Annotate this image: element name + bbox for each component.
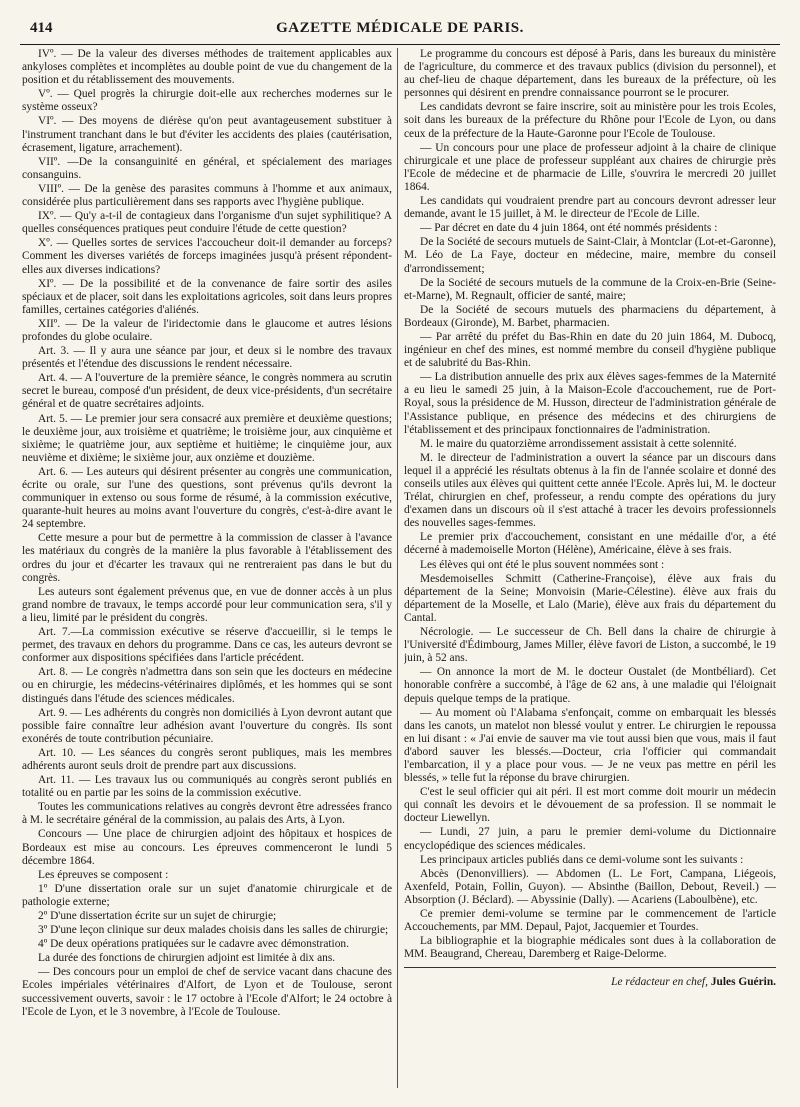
paragraph: Toutes les communications relatives au congrès devront être adressées franco à M. le secrétaire général de la commission, au palais des Arts, à Lyon.	[22, 801, 392, 827]
paragraph: — La distribution annuelle des prix aux élèves sages-femmes de la Maternité a eu lieu le samedi 25 juin, à la Maison-Ecole d'accouchement, rue de Port-Royal, sous la présidence de M. Husson, directeur de l'administration générale de l'Assistance publique, en présence des médecins et des chirurgiens de l'établissement et des principaux fonctionnaires de l'administration.	[404, 371, 776, 436]
paragraph: Abcès (Denonvilliers). — Abdomen (L. Le Fort, Campana, Liégeois, Axenfeld, Potain, Follin, Guyon). — Absinthe (Baillon, Debout, Reveil.) — Absorption (J. Béclard). — Abyssinie (Dally). — Acariens (Laboulbène), etc.	[404, 867, 776, 906]
paragraph: IXº. — Qu'y a-t-il de contagieux dans l'organisme d'un sujet syphilitique? A quelles conséquences pratiques peut conduire l'étude de cette question?	[22, 210, 392, 236]
paragraph: 3º D'une leçon clinique sur deux malades choisis dans les salles de chirurgie;	[38, 924, 389, 937]
paragraph: De la Société de secours mutuels des pharmaciens du département, à Bordeaux (Gironde), M. Barbet, pharmacien.	[404, 303, 776, 329]
paragraph: Nécrologie. — Le successeur de Ch. Bell dans la chaire de chirurgie à l'Université d'Édimbourg, James Miller, élève favori de Liston, a succombé, le 19 juin, à 52 ans.	[404, 626, 776, 665]
paragraph: C'est le seul officier qui ait péri. Il est mort comme doit mourir un médecin qui connaît les devoirs et le dévouement de sa profession. Il se nommait le docteur Liewellyn.	[404, 786, 776, 825]
running-title: GAZETTE MÉDICALE DE PARIS.	[276, 20, 524, 36]
paragraph: VIIIº. — De la genèse des parasites communs à l'homme et aux animaux, considérée plus particulièrement dans ses rapports avec l'hygiène publique.	[22, 182, 392, 209]
paragraph: De la Société de secours mutuels de Saint-Clair, à Montclar (Lot-et-Garonne), M. Léo de La Faye, docteur en médecine, maire, membre du conseil d'arrondissement;	[404, 236, 776, 275]
paragraph: Art. 9. — Les adhérents du congrès non domiciliés à Lyon devront autant que possible faire connaître leur adhésion avant l'ouverture du congrès. Ils sont exonérés de toute contribution pécuniaire.	[22, 706, 392, 745]
paragraph: Art. 3. — Il y aura une séance par jour, et deux si le nombre des travaux présentés et l'étendue des discussions le rendent nécessaire.	[22, 345, 392, 371]
paragraph: Art. 7.—La commission exécutive se réserve d'accueillir, si le temps le permet, des travaux en dehors du programme. Dans ce cas, les auteurs devront se conformer aux dispositions spécifiées dans l'article précédent.	[22, 626, 392, 665]
paragraph: La bibliographie et la biographie médicales sont dues à la collaboration de MM. Beaugrand, Chereau, Daremberg et Raige-Delorme.	[404, 935, 776, 961]
left-column	[22, 48, 392, 1098]
right-column	[404, 48, 776, 1098]
paragraph: Les candidats devront se faire inscrire, soit au ministère pour les trois Ecoles, soit dans les bureaux de la préfecture du Rhône pour l'Ecole de Lyon, ou dans ceux de la préfecture de la Haute-Garonne pour l'Ecole de Toulouse.	[404, 101, 776, 140]
paragraph: Art. 5. — Le premier jour sera consacré aux première et deuxième questions; le deuxième jour, aux troisième et quatrième; le troisième jour, aux cinquième et sixième; le quatrième jour, aux septième et huitième; le cinquième jour, aux neuvième et dixième; le sixième jour, aux onzième et douzième.	[22, 412, 392, 464]
paragraph: Art. 4. — A l'ouverture de la première séance, le congrès nommera au scrutin secret le bureau, composé d'un président, de deux vice-présidents, d'un secrétaire général et de quatre secrétaires adjoints.	[22, 372, 392, 411]
paragraph: M. le maire du quatorzième arrondissement assistait à cette solennité.	[420, 437, 737, 450]
paragraph: VIº. — Des moyens de diérèse qu'on peut avantageusement substituer à l'instrument tranchant dans le but d'éviter les accidents des plaies (cautérisation, écrasement, ligature, arrachement).	[22, 115, 392, 154]
paragraph: Les candidats qui voudraient prendre part au concours devront adresser leur demande, avant le 15 juillet, à M. le directeur de l'Ecole de Lille.	[404, 195, 776, 221]
paragraph: De la Société de secours mutuels de la commune de la Croix-en-Brie (Seine-et-Marne), M. Regnault, officier de santé, maire;	[404, 276, 776, 302]
paragraph: Le programme du concours est déposé à Paris, dans les bureaux du ministère de l'agriculture, du commerce et des travaux publics (division du personnel), et au chef-lieu de chaque département, dans les bureaux de la préfecture, où les personnes qui désirent en prendre connaissance pourront se le procurer.	[404, 48, 776, 100]
paragraph: Vº. — Quel progrès la chirurgie doit-elle aux recherches modernes sur le système osseux?	[22, 88, 392, 114]
paragraph: — Au moment où l'Alabama s'enfonçait, comme on embarquait les blessés dans les canots, un matelot non blessé voulut y entrer. Le chirurgien le repoussa en lui disant : « J'ai envie de sauver ma vie tout aussi bien que vous, mais il faut d'abord sauver les blessés.—Docteur, cria l'officier qui commandait l'embarcation, il y a place pour vous. — Je ne veux pas mettre en péril les blessés, » telle fut la réponse du brave chirurgien.	[404, 706, 776, 785]
paragraph: — Lundi, 27 juin, a paru le premier demi-volume du Dictionnaire encyclopédique des sciences médicales.	[404, 826, 776, 852]
paragraph: — Par arrêté du préfet du Bas-Rhin en date du 20 juin 1864, M. Dubocq, ingénieur en chef des mines, est nommé membre du conseil d'hygiène publique et de salubrité du Bas-Rhin.	[404, 330, 776, 370]
page-header	[20, 18, 780, 45]
paragraph: — Un concours pour une place de professeur adjoint à la chaire de clinique chirurgicale et une place de professeur suppléant aux chaires de chirurgie près l'Ecole de médecine et de pharmacie de Lille, s'ouvrira le mercredi 20 juillet 1864.	[404, 141, 776, 193]
paragraph: Art. 8. — Le congrès n'admettra dans son sein que les docteurs en médecine ou en chirurgie, les médecins-vétérinaires diplômés, et les hommes qui se sont distingués dans l'étude des sciences médicales.	[22, 666, 392, 705]
paragraph: VIIº. —De la consanguinité en général, et spécialement des mariages consanguins.	[22, 155, 392, 181]
paragraph: Mesdemoiselles Schmitt (Catherine-Françoise), élève aux frais du département de la Seine; Monvoisin (Marie-Célestine). élève aux frais du département de la Moselle, et Lalo (Marie), élève aux frais du département du Cantal.	[404, 572, 776, 624]
paragraph: — On annonce la mort de M. le docteur Oustalet (de Montbéliard). Cet honorable confrère a succombé, à l'âge de 62 ans, à une maladie qui l'éloignait depuis quelque temps de la pratique.	[404, 666, 776, 705]
signature-label: Le rédacteur en chef,	[611, 976, 708, 989]
paragraph: Art. 10. — Les séances du congrès seront publiques, mais les membres adhérents auront seuls droit de prendre part aux discussions.	[22, 746, 392, 772]
paragraph: Art. 11. — Les travaux lus ou communiqués au congrès seront publiés en totalité ou en partie par les soins de la commission exécutive.	[22, 774, 392, 800]
paragraph: IVº. — De la valeur des diverses méthodes de traitement applicables aux ankyloses complètes et incomplètes au double point de vue du changement de la position et du rétablissement des mouvements.	[22, 48, 392, 87]
paragraph: Ce premier demi-volume se termine par le commencement de l'article Accouchements, par MM. Depaul, Pajot, Jacquemier et Tourdes.	[404, 908, 776, 934]
paragraph: Les principaux articles publiés dans ce demi-volume sont les suivants :	[420, 853, 744, 866]
paragraph: Cette mesure a pour but de permettre à la commission de classer à l'avance les matériaux du congrès de la manière la plus favorable à l'établissement des ordres du jour et d'écarter les travaux qui ne rentreraient pas dans le but du congrès.	[22, 532, 392, 584]
paragraph: Le premier prix d'accouchement, consistant en une médaille d'or, a été décerné à mademoiselle Morton (Hélène), Américaine, élève à ses frais.	[404, 531, 776, 557]
paragraph: Concours — Une place de chirurgien adjoint des hôpitaux et hospices de Bordeaux est mise au concours. Les épreuves commenceront le lundi 5 décembre 1864.	[22, 828, 392, 867]
signature	[404, 976, 776, 989]
paragraph: Les épreuves se composent :	[38, 868, 169, 881]
paragraph: XIIº. — De la valeur de l'iridectomie dans le glaucome et autres lésions profondes du globe oculaire.	[22, 317, 392, 343]
paragraph: Art. 6. — Les auteurs qui désirent présenter au congrès une communication, écrite ou orale, sur l'une des questions, sont prévenus qu'ils devront la communiquer in extenso ou sous forme de résumé, à la commission exécutive, quarante-huit heures au moins avant l'ouverture du congrès, c'est-à-dire avant le 24 septembre.	[22, 465, 392, 531]
paragraph: Les élèves qui ont été le plus souvent nommées sont :	[420, 558, 665, 571]
signature-name: Jules Guérin.	[710, 976, 776, 989]
page-number: 414	[30, 20, 53, 36]
column-divider	[397, 48, 398, 1088]
paragraph: — Par décret en date du 4 juin 1864, ont été nommés présidents :	[420, 222, 718, 235]
paragraph: 4º De deux opérations pratiquées sur le cadavre avec démonstration.	[38, 938, 349, 951]
paragraph: Xº. — Quelles sortes de services l'accoucheur doit-il demander au forceps? Comment les diverses variétés de forceps imaginées jusqu'à présent répondent-elles aux diverses indications?	[22, 237, 392, 276]
paragraph: 1º D'une dissertation orale sur un sujet d'anatomie chirurgicale et de pathologie externe;	[22, 882, 392, 908]
paragraph: XIº. — De la possibilité et de la convenance de faire sortir des asiles spéciaux et de placer, soit dans les exploitations agricoles, soit dans leurs propres familles, certaines catégories d'aliénés.	[22, 277, 392, 316]
end-rule	[404, 967, 776, 968]
paragraph: — Des concours pour un emploi de chef de service vacant dans chacune des Ecoles impériales vétérinaires d'Alfort, de Lyon et de Toulouse, seront successivement ouverts, savoir : le 17 octobre à l'Ecole d'Alfort; le 24 octobre à l'Ecole de Lyon, et le 3 novembre, à l'Ecole de Toulouse.	[22, 966, 392, 1018]
paragraph: La durée des fonctions de chirurgien adjoint est limitée à dix ans.	[38, 952, 336, 965]
paragraph: M. le directeur de l'administration a ouvert la séance par un discours dans lequel il a apprécié les résultats obtenus à la fin de l'année scolaire et donné des conseils utiles aux élèves qui quittent cette année l'Ecole. Après lui, M. le docteur Trélat, chirurgien en chef, professeur, a rendu compte des opérations du jury d'examen dans un discours où il s'est attaché à tracer les devoirs professionnels des nouvelles sages-femmes.	[404, 451, 776, 530]
paragraph: Les auteurs sont également prévenus que, en vue de donner accès à un plus grand nombre de travaux, le temps accordé pour leur communication sera, s'il y a lieu, limité par le président du congrès.	[22, 585, 392, 624]
paragraph: 2º D'une dissertation écrite sur un sujet de chirurgie;	[38, 910, 277, 922]
